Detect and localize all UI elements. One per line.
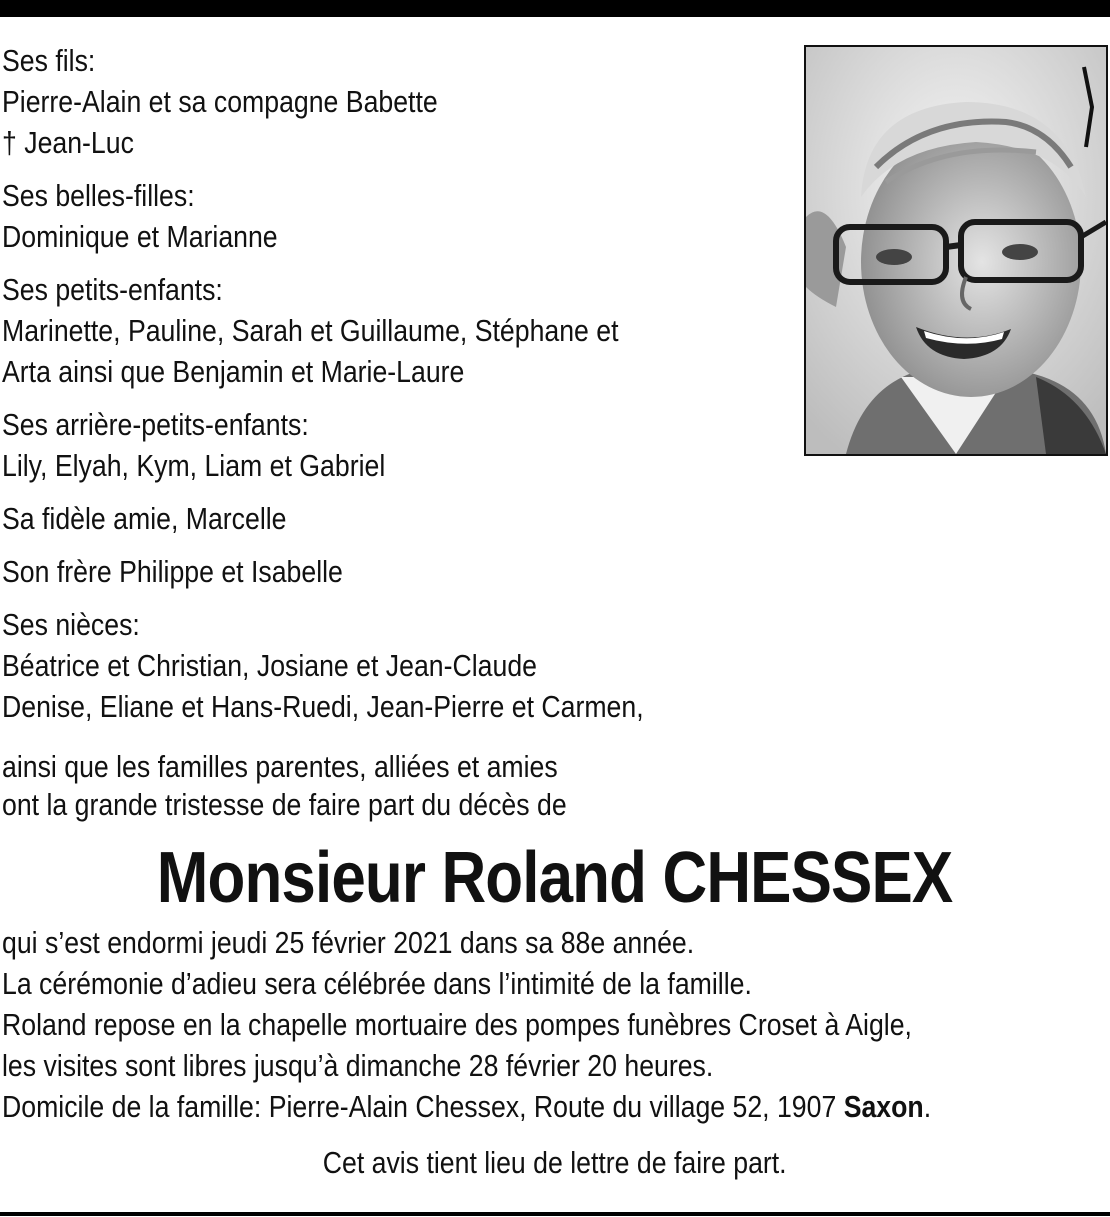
address-suffix: . — [923, 1089, 932, 1124]
deceased-name — [0, 838, 1110, 918]
address-place: Saxon — [843, 1089, 924, 1124]
great-grandchildren-heading: Ses arrière-petits-enfants: — [2, 407, 309, 442]
grandchildren-group — [2, 269, 802, 392]
daughters-in-law-line: Dominique et Marianne — [2, 219, 278, 254]
great-grandchildren-group — [2, 404, 802, 486]
details-address-line — [2, 1086, 957, 1127]
portrait-photo — [804, 45, 1108, 456]
daughters-in-law-group — [2, 175, 802, 257]
grandchildren-heading: Ses petits-enfants: — [2, 272, 223, 307]
sons-line: Pierre-Alain et sa compagne Babette — [2, 84, 438, 119]
sons-line: † Jean-Luc — [2, 125, 134, 160]
nieces-group — [2, 604, 802, 727]
footer-note — [0, 1142, 1110, 1183]
grandchildren-line: Marinette, Pauline, Sarah et Guillaume, Stéphane et — [2, 313, 619, 348]
nieces-line: Béatrice et Christian, Josiane et Jean-Claude — [2, 648, 537, 683]
top-rule — [0, 0, 1110, 17]
friend-group — [2, 498, 802, 539]
daughters-in-law-heading: Ses belles-filles: — [2, 178, 195, 213]
footer-text: Cet avis tient lieu de lettre de faire part. — [323, 1145, 787, 1180]
family-list — [2, 40, 802, 739]
sons-heading: Ses fils: — [2, 43, 96, 78]
address-prefix: Domicile de la famille: Pierre-Alain Chessex, Route du village 52, 1907 — [2, 1089, 844, 1124]
announcement-line: ainsi que les familles parentes, alliées et amies — [2, 749, 558, 784]
details — [2, 922, 1110, 1127]
portrait-illustration — [806, 47, 1106, 454]
friend-line: Sa fidèle amie, Marcelle — [2, 501, 287, 536]
grandchildren-line: Arta ainsi que Benjamin et Marie-Laure — [2, 354, 465, 389]
brother-group — [2, 551, 802, 592]
brother-line: Son frère Philippe et Isabelle — [2, 554, 343, 589]
announcement — [2, 748, 1102, 824]
nieces-line: Denise, Eliane et Hans-Ruedi, Jean-Pierre et Carmen, — [2, 689, 644, 724]
sons-group — [2, 40, 802, 163]
deceased-name-text: Monsieur Roland CHESSEX — [157, 838, 953, 918]
details-line: les visites sont libres jusqu’à dimanche 28 février 20 heures. — [2, 1048, 714, 1083]
bottom-rule — [0, 1212, 1110, 1216]
nieces-heading: Ses nièces: — [2, 607, 140, 642]
great-grandchildren-line: Lily, Elyah, Kym, Liam et Gabriel — [2, 448, 386, 483]
details-line: qui s’est endormi jeudi 25 février 2021 dans sa 88e année. — [2, 925, 695, 960]
details-line: La cérémonie d’adieu sera célébrée dans l’intimité de la famille. — [2, 966, 752, 1001]
announcement-line: ont la grande tristesse de faire part du décès de — [2, 787, 567, 822]
details-line: Roland repose en la chapelle mortuaire des pompes funèbres Croset à Aigle, — [2, 1007, 912, 1042]
